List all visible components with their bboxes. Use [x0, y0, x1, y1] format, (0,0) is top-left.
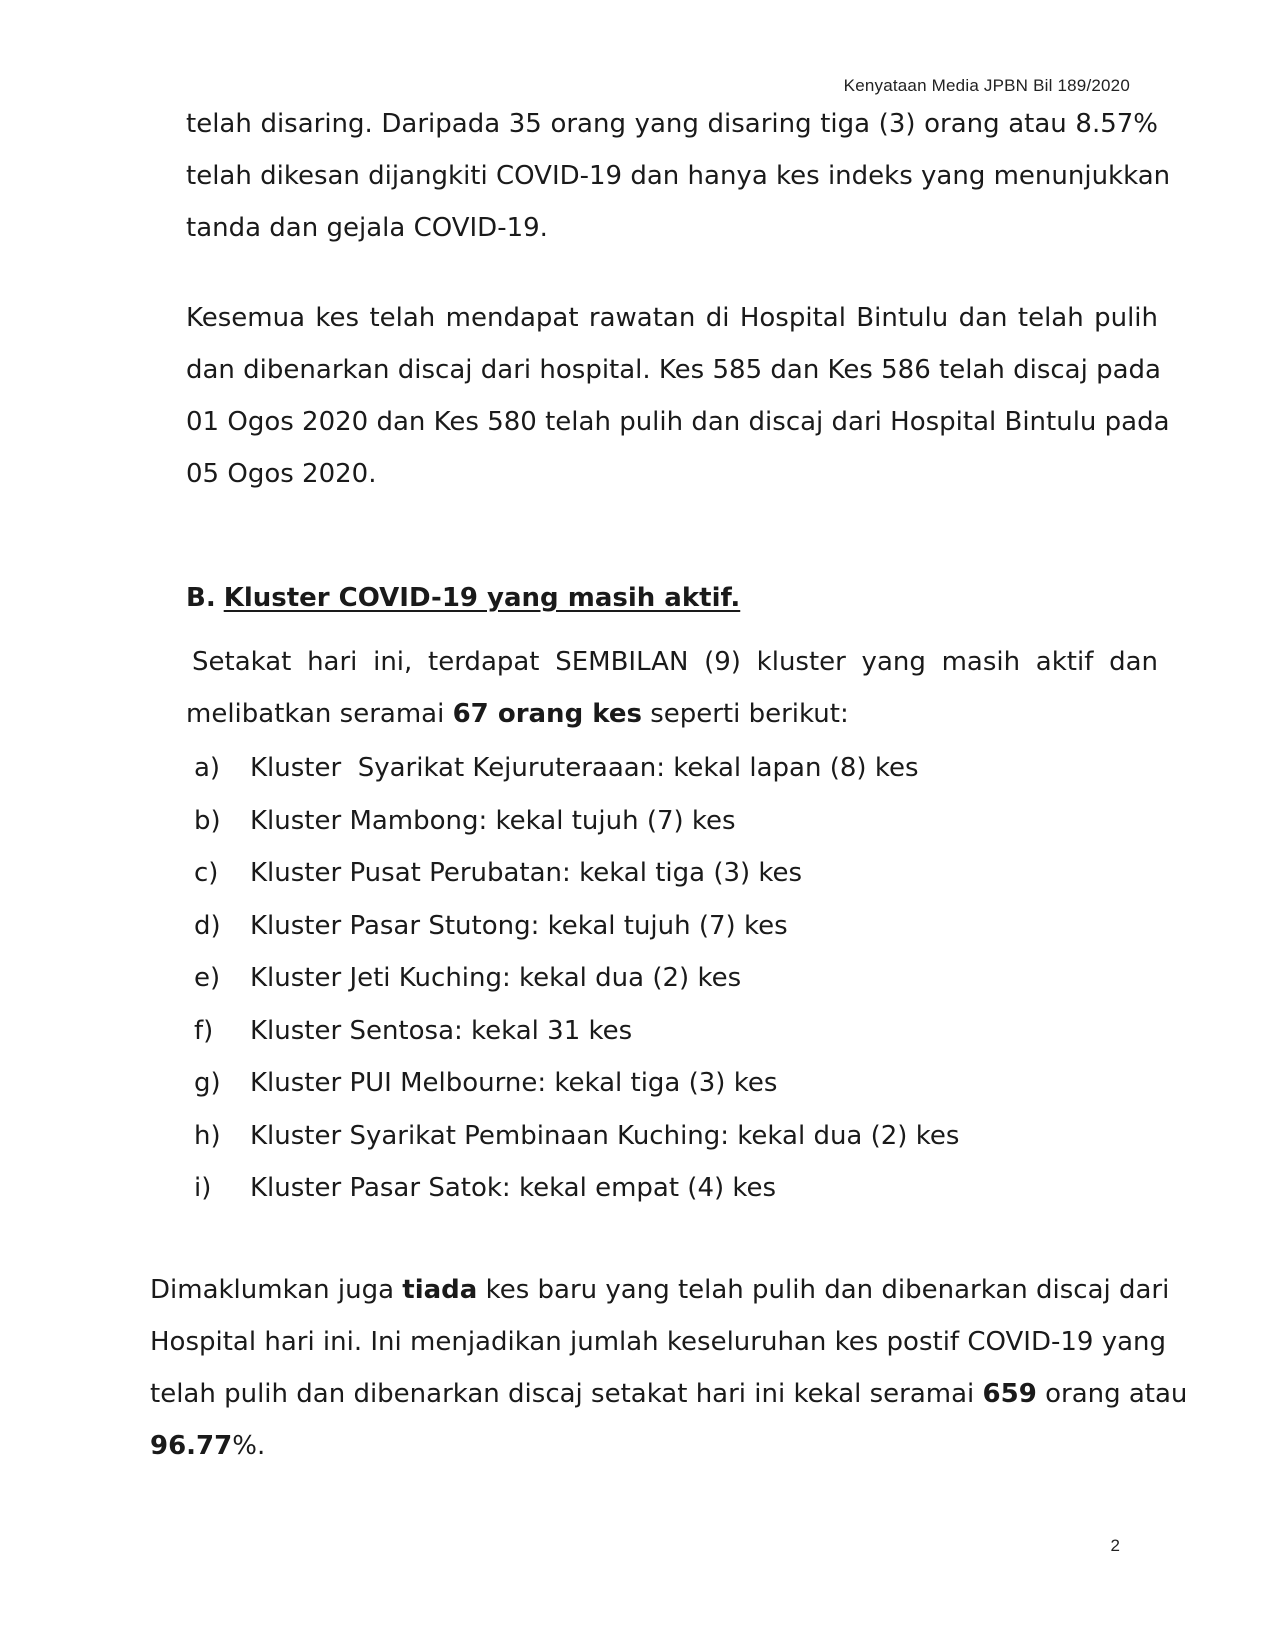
list-item-text: Kluster Syarikat Pembinaan Kuching: kekal dua (2) kes	[250, 1120, 960, 1151]
list-item	[194, 900, 959, 953]
list-item	[194, 952, 959, 1005]
list-item	[194, 742, 959, 795]
list-item	[194, 795, 959, 848]
list-item-text: Kluster Sentosa: kekal 31 kes	[250, 1015, 633, 1046]
list-marker: b)	[194, 805, 221, 836]
paragraph-cluster-intro	[192, 636, 1158, 688]
header-reference: Kenyataan Media JPBN Bil 189/2020	[843, 76, 1130, 95]
bold-recovered-count: 659	[982, 1379, 1037, 1409]
text-line: Setakat hari ini, terdapat SEMBILAN (9) kluster yang masih aktif dan	[192, 647, 1158, 677]
bold-recovery-rate: 96.77	[150, 1431, 233, 1461]
list-item-text: Kluster Pasar Satok: kekal empat (4) kes	[250, 1173, 777, 1203]
text-segment: telah pulih dan dibenarkan discaj setakat hari ini kekal seramai	[150, 1379, 983, 1409]
text-segment: %.	[232, 1431, 266, 1461]
list-item-text: Kluster Pasar Stutong: kekal tujuh (7) kes	[250, 910, 788, 941]
text-segment: seperti berikut:	[641, 699, 849, 729]
list-item-text: Kluster PUI Melbourne: kekal tiga (3) kes	[250, 1068, 778, 1098]
paragraph-cluster-intro-2	[186, 688, 1158, 740]
page-number: 2	[1110, 1536, 1120, 1555]
list-item	[194, 1162, 959, 1215]
text-line	[150, 1368, 1188, 1420]
paragraph-screening	[186, 98, 1171, 254]
text-line	[186, 688, 1158, 740]
list-marker: i)	[194, 1173, 212, 1203]
text-line: 01 Ogos 2020 dan Kes 580 telah pulih dan discaj dari Hospital Bintulu pada	[186, 407, 1170, 437]
text-line: telah disaring. Daripada 35 orang yang disaring tiga (3) orang atau 8.57%	[186, 109, 1158, 139]
cluster-list	[194, 742, 959, 1215]
bold-tiada: tiada	[402, 1275, 478, 1305]
section-letter: B.	[186, 583, 216, 613]
list-marker: g)	[194, 1068, 221, 1098]
paragraph-treatment	[186, 292, 1170, 500]
text-segment: kes baru yang telah pulih dan dibenarkan discaj dari	[477, 1275, 1170, 1305]
section-heading	[186, 580, 740, 616]
list-item	[194, 1110, 959, 1163]
text-line: Hospital hari ini. Ini menjadikan jumlah keseluruhan kes postif COVID-19 yang	[150, 1327, 1167, 1357]
text-line: tanda dan gejala COVID-19.	[186, 213, 548, 243]
list-item-text: Kluster Syarikat Kejuruteraaan: kekal lapan (8) kes	[250, 753, 919, 783]
text-line: 05 Ogos 2020.	[186, 459, 377, 489]
bold-case-count: 67 orang kes	[452, 699, 642, 729]
text-line: dan dibenarkan discaj dari hospital. Kes 585 dan Kes 586 telah discaj pada	[186, 355, 1161, 385]
paragraph-recovery-summary	[150, 1264, 1188, 1472]
list-marker: d)	[194, 910, 221, 941]
list-item	[194, 1005, 959, 1058]
list-item-text: Kluster Jeti Kuching: kekal dua (2) kes	[250, 963, 742, 993]
text-line: telah dikesan dijangkiti COVID-19 dan hanya kes indeks yang menunjukkan	[186, 161, 1171, 191]
list-marker: e)	[194, 963, 221, 993]
list-marker: a)	[194, 753, 221, 783]
text-line: Kesemua kes telah mendapat rawatan di Hospital Bintulu dan telah pulih	[186, 303, 1158, 333]
text-segment: melibatkan seramai	[186, 699, 453, 729]
text-segment: orang atau	[1036, 1379, 1188, 1409]
text-line	[150, 1420, 1158, 1472]
list-item	[194, 847, 959, 900]
text-segment: Dimaklumkan juga	[150, 1275, 403, 1305]
list-marker: c)	[194, 858, 219, 888]
list-marker: h)	[194, 1120, 221, 1151]
list-item-text: Kluster Pusat Perubatan: kekal tiga (3) kes	[250, 858, 803, 888]
list-item-text: Kluster Mambong: kekal tujuh (7) kes	[250, 805, 736, 836]
list-marker: f)	[194, 1015, 214, 1046]
section-title: Kluster COVID-19 yang masih aktif.	[223, 583, 741, 613]
text-line	[150, 1264, 1170, 1316]
list-item	[194, 1057, 959, 1110]
